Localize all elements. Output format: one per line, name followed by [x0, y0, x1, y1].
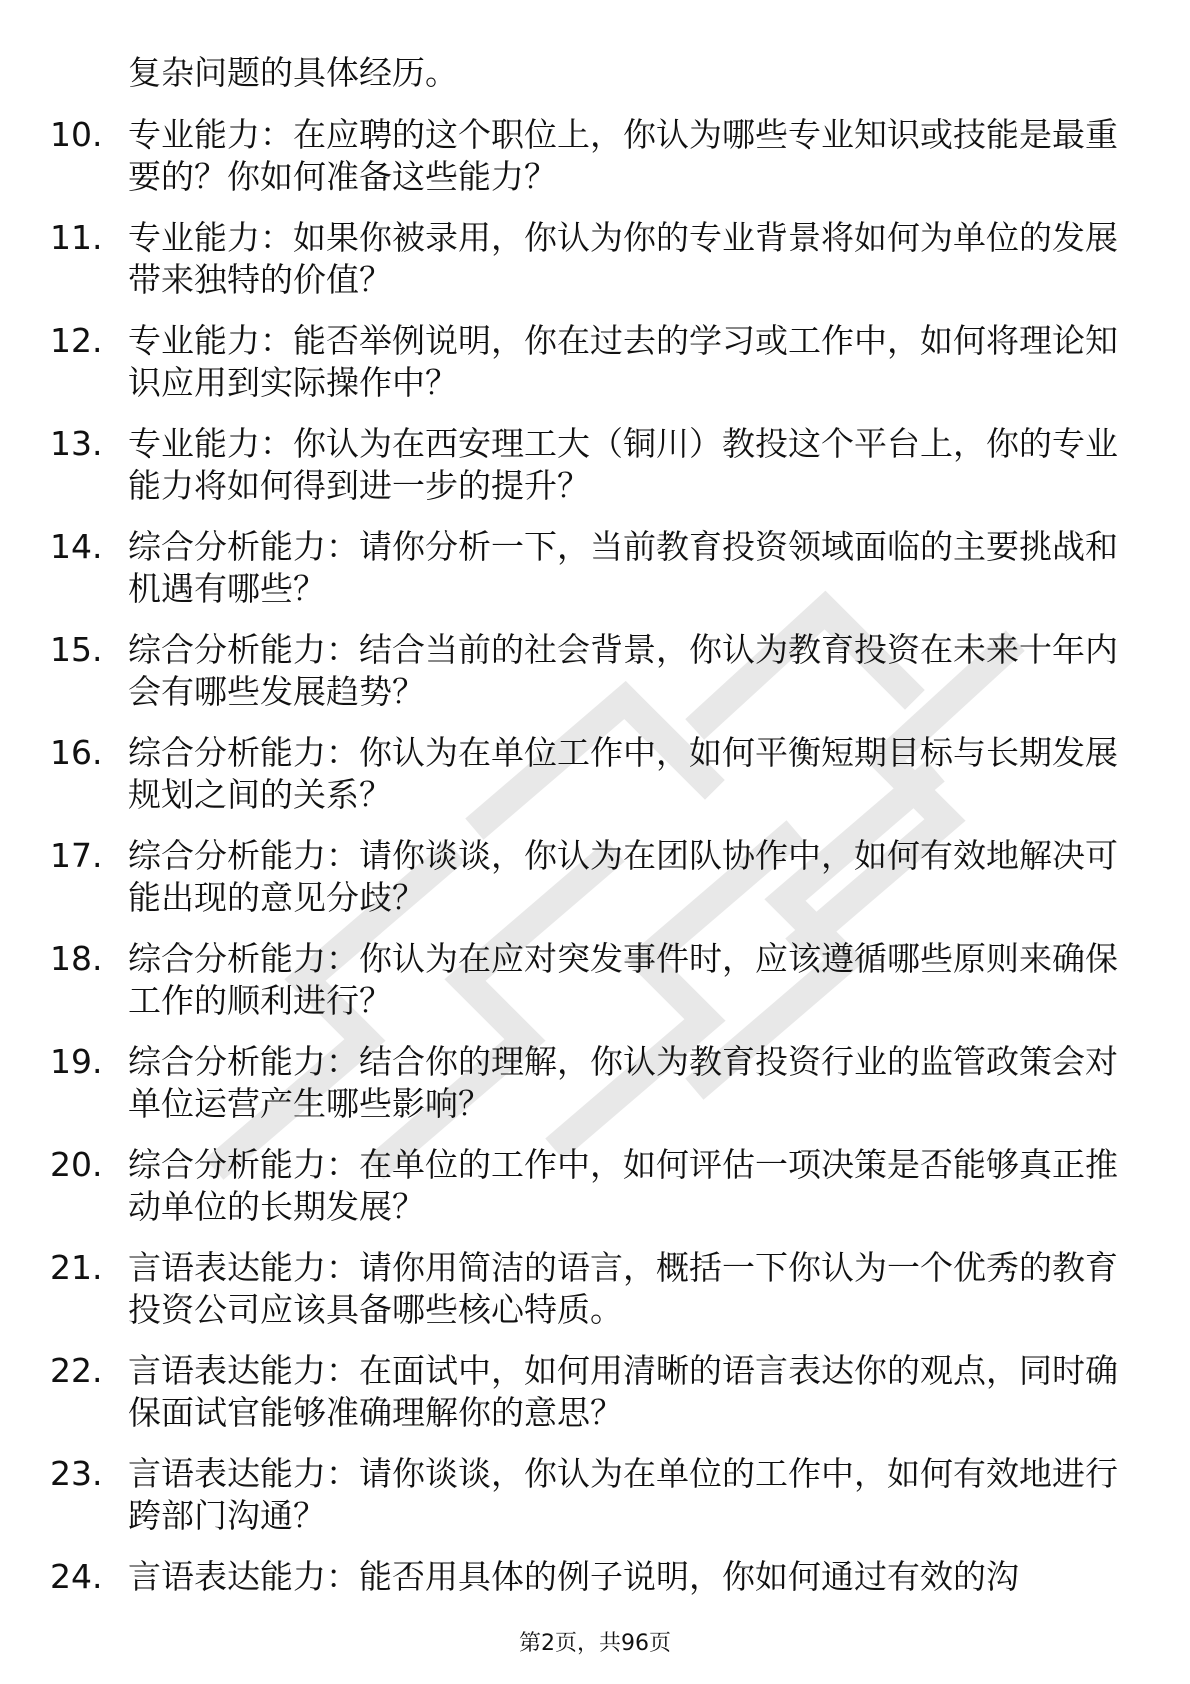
question-text: 综合分析能力：请你谈谈，你认为在团队协作中，如何有效地解决可能出现的意见分歧？	[128, 836, 1118, 917]
question-number: 15.	[50, 630, 103, 669]
question-text: 专业能力：如果你被录用，你认为你的专业背景将如何为单位的发展带来独特的价值？	[128, 218, 1118, 299]
question-number: 20.	[50, 1145, 103, 1184]
question-number: 14.	[50, 527, 103, 566]
question-text: 专业能力：在应聘的这个职位上，你认为哪些专业知识或技能是最重要的？你如何准备这些能力？	[128, 115, 1118, 196]
question-list	[50, 114, 1130, 1659]
question-text: 综合分析能力：请你分析一下，当前教育投资领域面临的主要挑战和机遇有哪些？	[128, 527, 1118, 608]
question-number: 12.	[50, 321, 103, 360]
list-item	[50, 114, 1130, 217]
question-text: 综合分析能力：你认为在应对突发事件时，应该遵循哪些原则来确保工作的顺利进行？	[128, 939, 1118, 1020]
question-text: 专业能力：能否举例说明，你在过去的学习或工作中，如何将理论知识应用到实际操作中？	[128, 321, 1118, 402]
question-number: 16.	[50, 733, 103, 772]
question-text: 综合分析能力：你认为在单位工作中，如何平衡短期目标与长期发展规划之间的关系？	[128, 733, 1118, 814]
list-item	[50, 423, 1130, 526]
question-text: 专业能力：你认为在西安理工大（铜川）教投这个平台上，你的专业能力将如何得到进一步的提升？	[128, 424, 1118, 505]
question-text: 言语表达能力：能否用具体的例子说明，你如何通过有效的沟	[128, 1557, 1019, 1596]
list-item	[50, 526, 1130, 629]
question-number: 13.	[50, 424, 103, 463]
question-number: 11.	[50, 218, 103, 257]
list-item	[50, 1350, 1130, 1453]
list-item	[50, 1144, 1130, 1247]
page-number: 第2页，共96页	[519, 1631, 671, 1656]
question-text: 言语表达能力：在面试中，如何用清晰的语言表达你的观点，同时确保面试官能够准确理解你的意思？	[128, 1351, 1118, 1432]
question-number: 10.	[50, 115, 103, 154]
list-item	[50, 732, 1130, 835]
list-item	[50, 217, 1130, 320]
list-item	[50, 1453, 1130, 1556]
list-item	[50, 835, 1130, 938]
question-number: 23.	[50, 1454, 103, 1493]
list-item	[50, 629, 1130, 732]
question-number: 22.	[50, 1351, 103, 1390]
question-text: 言语表达能力：请你用简洁的语言，概括一下你认为一个优秀的教育投资公司应该具备哪些核心特质。	[128, 1248, 1118, 1329]
question-number: 21.	[50, 1248, 103, 1287]
question-number: 19.	[50, 1042, 103, 1081]
question-text: 言语表达能力：请你谈谈，你认为在单位的工作中，如何有效地进行跨部门沟通？	[128, 1454, 1118, 1535]
question-text: 综合分析能力：结合当前的社会背景，你认为教育投资在未来十年内会有哪些发展趋势？	[128, 630, 1118, 711]
question-text: 综合分析能力：结合你的理解，你认为教育投资行业的监管政策会对单位运营产生哪些影响？	[128, 1042, 1118, 1123]
list-item	[50, 1247, 1130, 1350]
question-number: 18.	[50, 939, 103, 978]
question-number: 24.	[50, 1557, 103, 1596]
list-item	[50, 938, 1130, 1041]
list-item	[50, 1041, 1130, 1144]
continuation-text: 复杂问题的具体经历。	[128, 53, 458, 92]
list-item	[50, 320, 1130, 423]
question-number: 17.	[50, 836, 103, 875]
question-text: 综合分析能力：在单位的工作中，如何评估一项决策是否能够真正推动单位的长期发展？	[128, 1145, 1118, 1226]
